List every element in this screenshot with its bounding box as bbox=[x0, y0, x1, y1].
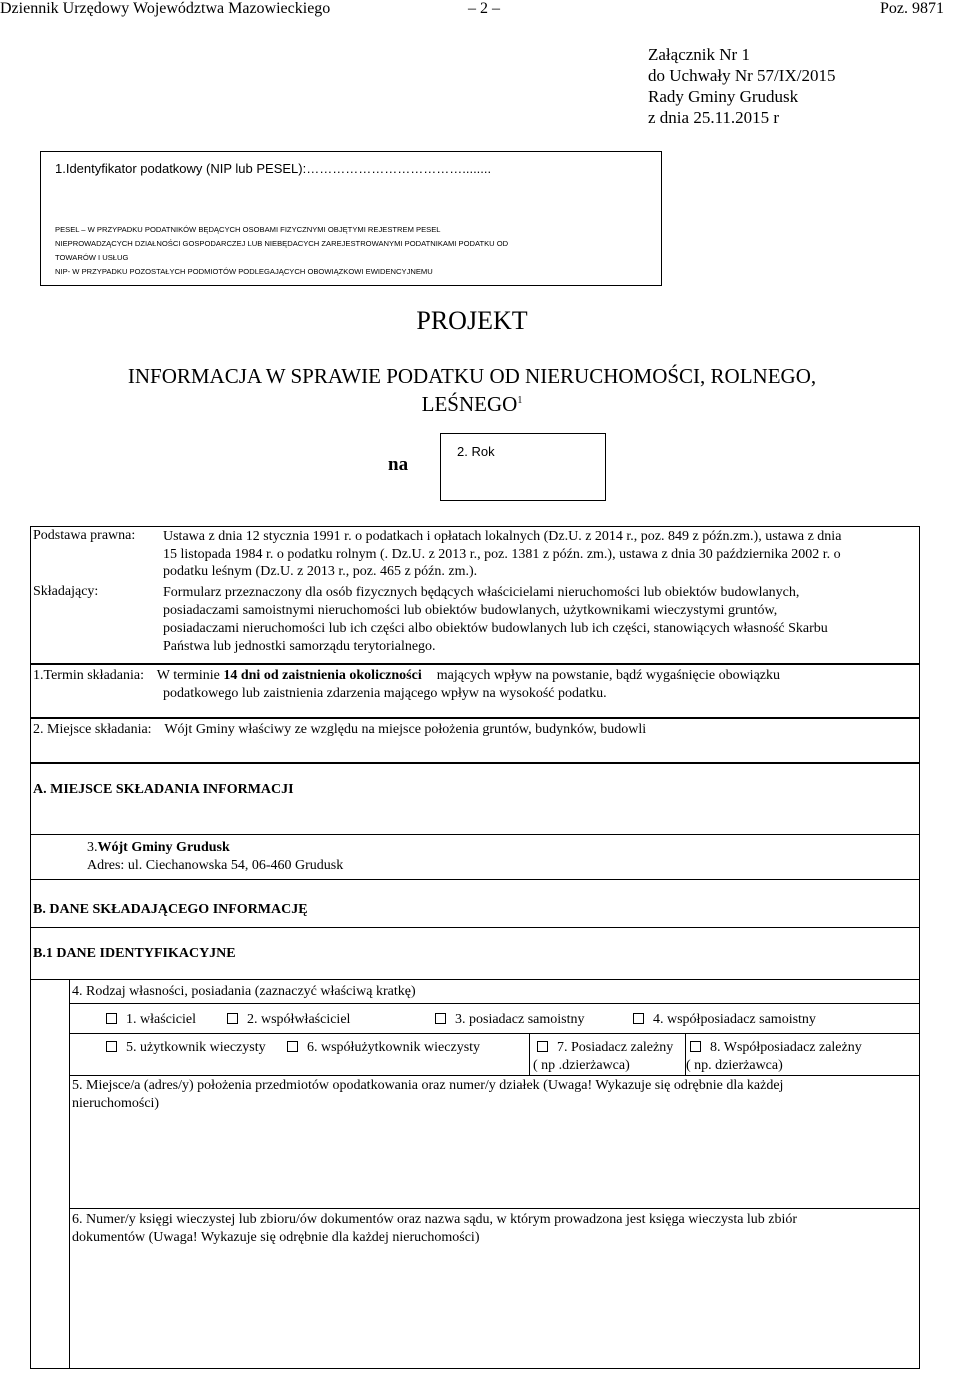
deadline-pre: W terminie bbox=[156, 668, 220, 683]
independent-possessor-checkbox[interactable] bbox=[435, 1013, 446, 1024]
basis-line-3: podatku leśnym (Dz.U. z 2013 r., poz. 465 z późn. zm.). bbox=[163, 564, 478, 579]
q4-label: 4. Rodzaj własności, posiadania (zaznaczyć właściwą kratkę) bbox=[72, 984, 416, 999]
attachment-block bbox=[648, 44, 835, 128]
page-number: – 2 – bbox=[468, 0, 500, 17]
option-owner[interactable] bbox=[106, 1012, 196, 1028]
basis-line-1: Ustawa z dnia 12 stycznia 1991 r. o podatkach i opłatach lokalnych (Dz.U. z 2014 r., poz. 849 z późn.zm.), ustawa z dnia bbox=[163, 529, 842, 544]
co-perpetual-user-checkbox[interactable] bbox=[287, 1041, 298, 1052]
filer-line-2: posiadaczami samoistnymi nieruchomości lub obiektów budowlanych, użytkownikami wieczystymi gruntów, bbox=[163, 603, 778, 618]
attachment-line-4: z dnia 25.11.2015 r bbox=[648, 108, 780, 127]
co-dependent-possessor-checkbox[interactable] bbox=[690, 1041, 701, 1052]
office-name bbox=[87, 840, 230, 856]
basis-text bbox=[163, 528, 917, 581]
identifier-notes bbox=[55, 223, 508, 279]
projekt-title: PROJEKT bbox=[416, 306, 528, 335]
form-title-line-2 bbox=[0, 392, 944, 417]
deadline-label: 1.Termin składania: bbox=[33, 668, 144, 683]
deadline-rest: mających wpływ na powstanie, bądź wygaśnięcie obowiązku bbox=[436, 668, 780, 683]
filer-line-1: Formularz przeznaczony dla osób fizycznych będących właścicielami nieruchomości lub obiektów budowlanych, bbox=[163, 585, 800, 600]
options-bottom-divider bbox=[69, 1075, 920, 1076]
co-dependent-possessor-label: 8. Współposiadacz zależny bbox=[710, 1040, 862, 1055]
form-title-line-1: INFORMACJA W SPRAWIE PODATKU OD NIERUCHOMOŚCI, ROLNEGO, bbox=[127, 364, 817, 388]
filer-line-3: posiadaczami nieruchomości lub ich części albo obiektów budowlanych lub ich części, stanowiących własność Skarbu bbox=[163, 621, 828, 636]
footnote-mark: 1 bbox=[517, 395, 523, 406]
q4-divider bbox=[69, 1003, 920, 1004]
q6-line-2: dokumentów (Uwaga! Wykazuje się odrębnie dla każdej nieruchomości) bbox=[72, 1230, 480, 1245]
attachment-line-2: do Uchwały Nr 57/IX/2015 bbox=[648, 66, 836, 85]
co-owner-label: 2. współwłaściciel bbox=[247, 1012, 351, 1027]
section-b1-body bbox=[30, 980, 920, 1369]
owner-checkbox[interactable] bbox=[106, 1013, 117, 1024]
identifier-note-3: TOWARÓW I USŁUG bbox=[55, 253, 129, 262]
identifier-dots[interactable]: ………………………………........ bbox=[306, 161, 492, 176]
independent-possessor-label: 3. posiadacz samoistny bbox=[455, 1012, 585, 1027]
dependent-possessor-checkbox[interactable] bbox=[537, 1041, 548, 1052]
section-a-header bbox=[30, 763, 920, 835]
year-field[interactable] bbox=[440, 433, 606, 501]
position-number: Poz. 9871 bbox=[880, 0, 944, 17]
co-owner-checkbox[interactable] bbox=[227, 1013, 238, 1024]
place-text: Wójt Gminy właściwy ze względu na miejsce położenia gruntów, budynków, budowli bbox=[164, 722, 647, 737]
identifier-label bbox=[55, 161, 491, 176]
office-num: 3. bbox=[87, 840, 98, 855]
section-a-title: A. MIEJSCE SKŁADANIA INFORMACJI bbox=[33, 782, 294, 797]
option-co-perpetual-user[interactable] bbox=[287, 1040, 480, 1056]
identifier-label-text: 1.Identyfikator podatkowy (NIP lub PESEL): bbox=[55, 161, 307, 176]
co-dependent-possessor-note: ( np. dzierżawca) bbox=[686, 1058, 783, 1073]
na-label: na bbox=[388, 454, 409, 475]
q6-field[interactable] bbox=[72, 1211, 917, 1247]
place-label: 2. Miejsce składania: bbox=[33, 722, 152, 737]
identifier-note-1: PESEL – W PRZYPADKU PODATNIKÓW BĘDĄCYCH OSOBAMI FIZYCZNYMI OBJĘTYMI REJESTREM PESEL bbox=[55, 225, 441, 234]
q5-bottom-divider bbox=[69, 1208, 920, 1209]
place-line bbox=[33, 722, 646, 738]
perpetual-user-checkbox[interactable] bbox=[106, 1041, 117, 1052]
filer-label: Składający: bbox=[33, 584, 99, 599]
deadline-bold: 14 dni od zaistnienia okoliczności bbox=[223, 668, 422, 683]
co-independent-possessor-label: 4. współposiadacz samoistny bbox=[653, 1012, 816, 1027]
co-independent-possessor-checkbox[interactable] bbox=[633, 1013, 644, 1024]
option-dependent-possessor[interactable] bbox=[537, 1040, 673, 1056]
q5-line-1: 5. Miejsce/a (adres/y) położenia przedmiotów opodatkowania oraz numer/y działek (Uwaga! Wykazuje się odrębnie dla każdej bbox=[72, 1078, 784, 1093]
b1-left-column bbox=[69, 980, 70, 1369]
identifier-note-4: NIP- W PRZYPADKU POZOSTAŁYCH PODMIOTÓW PODLEGAJĄCYCH OBOWIĄZKOWI EWIDENCYJNEMU bbox=[55, 267, 433, 276]
section-b1-title: B.1 DANE IDENTYFIKACYJNE bbox=[33, 946, 236, 961]
filer-line-4: Państwa lub jednostki samorządu terytorialnego. bbox=[163, 639, 436, 654]
option-co-owner[interactable] bbox=[227, 1012, 350, 1028]
basis-label: Podstawa prawna: bbox=[33, 528, 136, 543]
dependent-possessor-note: ( np .dzierżawca) bbox=[533, 1058, 630, 1073]
perpetual-user-label: 5. użytkownik wieczysty bbox=[126, 1040, 266, 1055]
attachment-line-1: Załącznik Nr 1 bbox=[648, 45, 750, 64]
option-independent-possessor[interactable] bbox=[435, 1012, 584, 1028]
office-title: Wójt Gminy Grudusk bbox=[97, 840, 230, 855]
section-b-title: B. DANE SKŁADAJĄCEGO INFORMACJĘ bbox=[33, 902, 308, 917]
q5-field[interactable] bbox=[72, 1077, 917, 1113]
option-perpetual-user[interactable] bbox=[106, 1040, 266, 1056]
journal-name: Dziennik Urzędowy Województwa Mazowieckiego bbox=[0, 0, 331, 17]
deadline-line-1 bbox=[33, 668, 780, 684]
year-label: 2. Rok bbox=[457, 444, 495, 459]
owner-label: 1. właściciel bbox=[126, 1012, 196, 1027]
option-7-divider bbox=[529, 1033, 530, 1075]
options-row-divider bbox=[69, 1033, 920, 1034]
dependent-possessor-label: 7. Posiadacz zależny bbox=[557, 1040, 674, 1055]
option-co-independent-possessor[interactable] bbox=[633, 1012, 816, 1028]
office-address: Adres: ul. Ciechanowska 54, 06-460 Grudusk bbox=[87, 858, 344, 873]
identifier-note-2: NIEPROWADZĄCYCH DZIAŁNOŚCI GOSPODARCZEJ LUB NIEBĘDACYCH ZAREJESTROWANYMI PODATNIKAMI PODATKU OD bbox=[55, 239, 509, 248]
q6-line-1: 6. Numer/y księgi wieczystej lub zbioru/ów dokumentów oraz nazwa sądu, w którym prowadzona jest księga wieczysta lub zbiór bbox=[72, 1212, 798, 1227]
attachment-line-3: Rady Gminy Grudusk bbox=[648, 87, 799, 106]
filer-text bbox=[163, 584, 917, 656]
basis-line-2: 15 listopada 1984 r. o podatku rolnym (. Dz.U. z 2013 r., poz. 1381 z późn. zm.), ustawa z dnia 30 października 2002 r. o bbox=[163, 546, 841, 562]
deadline-line-2: podatkowego lub zaistnienia zdarzenia mającego wpływ na wysokość podatku. bbox=[163, 686, 607, 701]
form-title-lesnego: LEŚNEGO bbox=[421, 392, 518, 416]
q5-line-2: nieruchomości) bbox=[72, 1096, 160, 1111]
co-perpetual-user-label: 6. współużytkownik wieczysty bbox=[307, 1040, 481, 1055]
option-co-dependent-possessor[interactable] bbox=[690, 1040, 862, 1056]
